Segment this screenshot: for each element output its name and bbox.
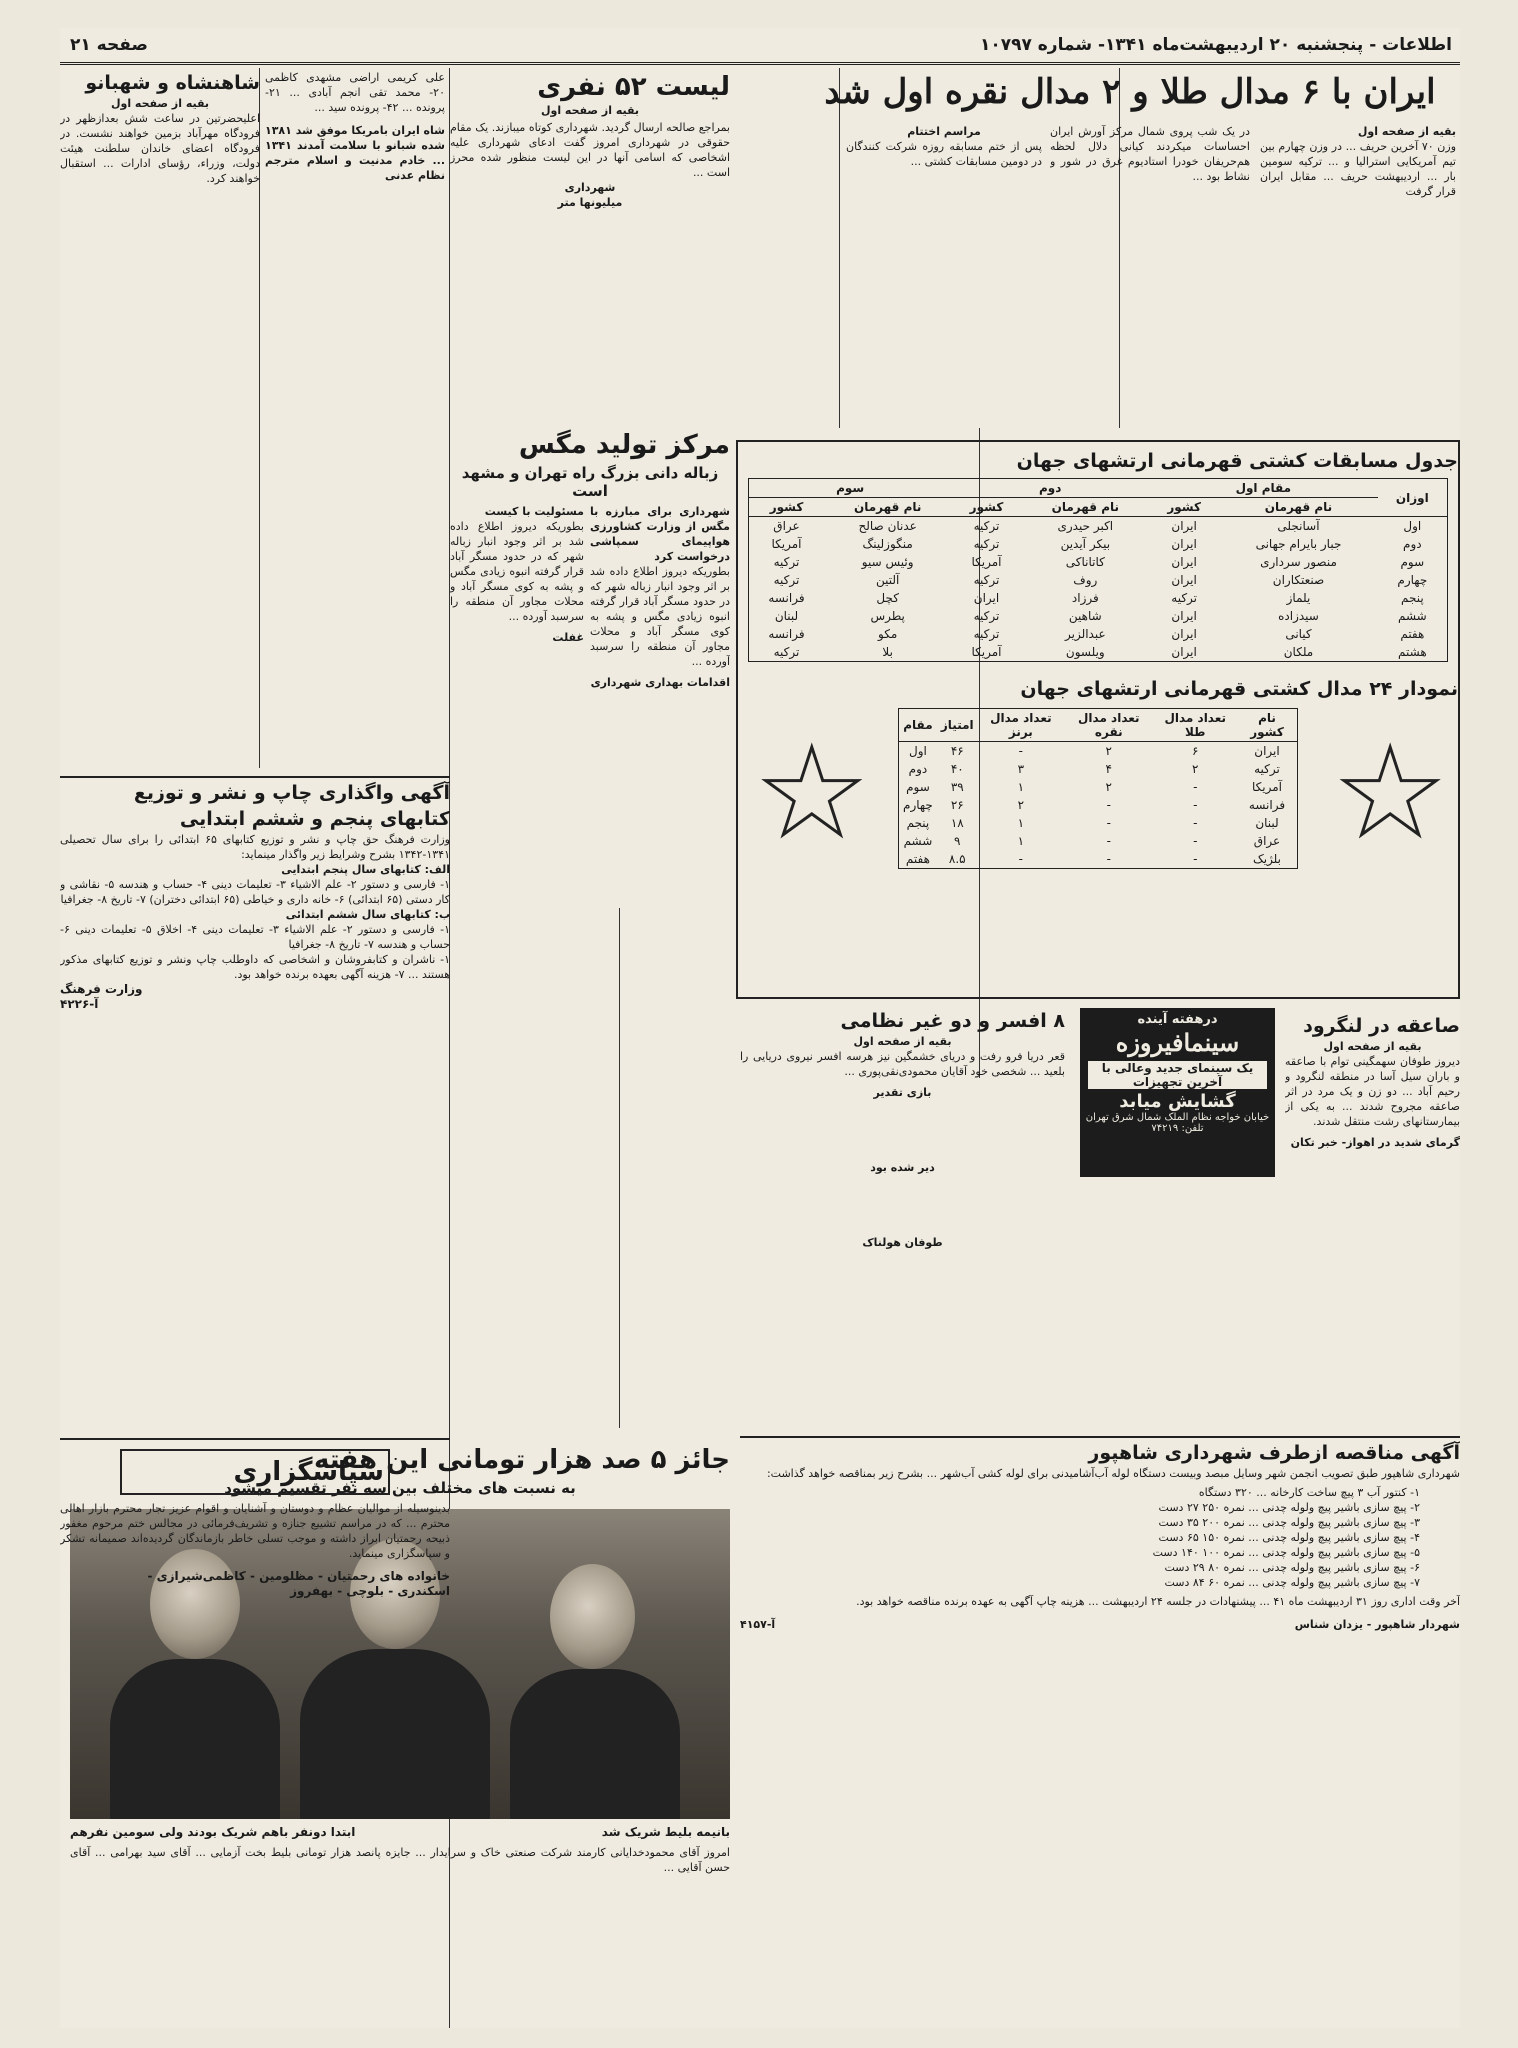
table2-row: ترکیه ۲ ۴ ۳ ۴۰ دوم — [908, 762, 1280, 776]
wrestling-body-left: مراسم اختتام پس از ختم مسابقه روزه شرکت کنندگان در دومین مسابقات کشتی ... — [846, 125, 1042, 168]
books-title: آگهی واگذاری چاپ و نشر و توزیع — [133, 782, 450, 804]
prize-article: جائز ۵ صد هزار تومانی این هفته به نسبت های مختلف بین سه نفر تقسیم میشود بانیمه بلیط شریک شد ابتدا دونفر باهم شریک بودند ولی سومین نفرهم امروز آقای محمودخدایانی کارمند شرکت صنعتی خاک و سرایدار ... جایزه پانصد هزار تومانی بلیط بخت آزمایی ... آقای سید بهرامی ... آقای حسن آقایی ... — [70, 1445, 730, 1874]
table1-title: جدول مسابقات کشتی قهرمانی ارتشهای جهان — [1016, 450, 1458, 472]
tender-article: آگهی مناقصه ازطرف شهرداری شاهپور شهرداری شاهپور طبق تصویب انجمن شهر وسایل مبصد وبیست دستگاه لوله آب‌آشامیدنی برای لوله کشی آب‌شهر ... بشرح زیر بمناقصه خواهد گذاشت: ۱- کنتور آب ۳ پیچ ساخت کارخانه ... ۳۲۰ دستگاه ۲- پیچ سازی باشیر پیچ ولوله چدنی ... نمره ۲۵۰ ۲۷ دست ۳- پیچ سازی باشیر پیچ ولوله چدنی ... نمره ۲۰۰ ۳۵ دست ۴- پیچ سازی باشیر پیچ ولوله چدنی ... نمره ۱۵۰ ۶۵ دست ۵- پیچ سازی باشیر پیچ ولوله چدنی ... نمره ۱۰۰ ۱۴۰ دست ۶- پیچ سازی باشیر پیچ ولوله چدنی ... نمره ۸۰ ۲۹ دست ۷- پیچ سازی باشیر پیچ ولوله چدنی ... نمره ۶۰ ۸۴ دست آخر وقت اداری روز ۳۱ اردیبهشت ماه ۴۱ ... پیشنهادات در جلسه ۲۴ اردیبهشت ... هزینه چاپ آگهی به عهده برنده مناقصه خواهد بود. شهردار شاهپور - یزدان شناس آ-۴۱۵۷ — [740, 1442, 1460, 1631]
page-header — [60, 28, 1460, 65]
table1-row: هفتم کیانی ایران عبدالزیر ترکیه مکو فرانسه — [768, 627, 1425, 641]
star-icon: ★ — [758, 724, 866, 863]
list52-article: لیست ۵۲ نفری بقیه از صفحه اول بمراجع صالحه ارسال گردید. شهرداری کوتاه میبازند. یک مقام حقوقی در شهرداری امروز گفت ادعای شهرداری علیه اشخاصی که اسامی آنها در این لیست منظور شده محرز است ... شهرداری میلیونها متر — [450, 72, 730, 209]
tender-item: ۵- پیچ سازی باشیر پیچ ولوله چدنی ... نمره ۱۰۰ ۱۴۰ دست — [1152, 1546, 1420, 1559]
wrestling-body-mid: در یک شب پروی شمال مرکز آورش ایران احساسات میکردند کیانی دلال لحظه هم‌حریفان خودرا استادیوم غرق در شور و نشاط بود ... — [1050, 125, 1250, 183]
tender-item: ۷- پیچ سازی باشیر پیچ ولوله چدنی ... نمره ۶۰ ۸۴ دست — [1164, 1576, 1420, 1589]
paper-info: اطلاعات - پنجشنبه ۲۰ اردیبهشت‌ماه ۱۳۴۱- شماره ۱۰۷۹۷ — [979, 35, 1452, 55]
officers-title: ۸ افسر و دو غیر نظامی — [840, 1010, 1065, 1032]
table2-row: ایران ۶ ۲ - ۴۶ اول — [909, 744, 1280, 758]
table1-row: اول آسانجلی ایران اکبر حیدری ترکیه عدنان صالح عراق — [773, 519, 1422, 533]
shah-article: شاهنشاه و شهبانو بقیه از صفحه اول اعلیحضرتین در ساعت شش بعدازظهر در فرودگاه مهرآباد بزمین خواهند نشست. در فرودگاه اعضای خاندان سلطنت هیئت دولت، وزراء، رؤسای ادارات ... استقبال خواهند کرد. — [60, 72, 260, 185]
tender-item: ۶- پیچ سازی باشیر پیچ ولوله چدنی ... نمره ۸۰ ۲۹ دست — [1164, 1561, 1420, 1574]
cinema-ad: درهفته آینده سینمافیروزه یک سینمای جدید وعالی با آخرین تجهیزات گشایش میابد خیابان خواجه نظام الملک شمال شرق تهران تلفن: ۷۴۲۱۹ — [1080, 1008, 1275, 1177]
table1: اوزان مقام اول دوم سوم نام قهرمان کشور نام قهرمان کشور نام قهرمان کشور اول آسانجلی ایران اکبر حیدری ترکیه عدنان صالح عراق دوم جبار بایرام جهانی ایران بیکر آیدین ترکیه منگوزلینگ آمریکا سوم منصور سرداری ایران کاتاناکی آمریکا وئیس سیو ترکیه چهارم صنعتکاران ایران روف ترکیه آلتین ترکیه پنجم یلماز ترکیه فرزاد ایران کچل فرانسه ششم سیدزاده ایران شاهین ترکیه پطرس لبنان هفتم کیانی ایران عبدالزیر ترکیه مکو فرانسه هشتم ملکان ایران ویلسون آمریکا بلا ترکیه — [748, 478, 1448, 662]
wrestling-headline: ایران با ۶ مدال طلا و ۲ مدال نقره اول شد — [824, 72, 1436, 112]
tender-item: ۲- پیچ سازی باشیر پیچ ولوله چدنی ... نمره ۲۵۰ ۲۷ دست — [1158, 1501, 1420, 1514]
tender-item: ۴- پیچ سازی باشیر پیچ ولوله چدنی ... نمره ۱۵۰ ۶۵ دست — [1158, 1531, 1420, 1544]
thanks-ad: سپاسگزاری بدینوسیله از موالیان عظام و دوستان و آشنایان و اقوام عزیز تجار محترم بازار اهالی محترم ... که در مراسم تشییع جنازه و تشریف‌فرمائی در مجالس ختم مرحوم مغفور ذبیحه رحمتیان ابراز داشته و موجب تسلی خاطر بازماندگان گردیده‌اند صمیمانه تشکر و سپاسگزاری مینماید. خانواده های رحمتیان - مظلومین - کاظمی‌شیرازی - اسکندری - بلوچی - بهفروز — [60, 1443, 450, 2018]
table2-row: عراق - - ۱ ۹ ششم — [903, 834, 1281, 848]
tender-item: ۳- پیچ سازی باشیر پیچ ولوله چدنی ... نمره ۲۰۰ ۳۵ دست — [1158, 1516, 1420, 1529]
wrestling-article — [800, 70, 1460, 114]
table1-row: پنجم یلماز ترکیه فرزاد ایران کچل فرانسه — [768, 591, 1424, 605]
shah-title: شاهنشاه و شهبانو — [85, 72, 260, 94]
table1-row: سوم منصور سرداری ایران کاتاناکی آمریکا وئیس سیو ترکیه — [773, 555, 1425, 569]
page-number: صفحه ۲۱ — [70, 35, 148, 55]
table2: نام کشور تعداد مدال طلا تعداد مدال نقره تعداد مدال برنز امتیاز مقام ایران ۶ ۲ - ۴۶ اول ترکیه ۲ ۴ ۳ ۴۰ دوم آمریکا - ۲ ۱ ۳۹ سوم فرانسه - - ۲ ۲۶ چهارم لبنان - - ۱ ۱۸ پنجم عراق - - ۱ ۹ ششم بلژیک - - - ۸.۵ هفتم — [898, 708, 1298, 869]
prize-title: جائز ۵ صد هزار تومانی این هفته — [313, 1445, 730, 1475]
fly-title: مرکز تولید مگس — [518, 430, 730, 460]
table1-row: هشتم ملکان ایران ویلسون آمریکا بلا ترکیه — [773, 645, 1427, 659]
table1-row: چهارم صنعتکاران ایران روف ترکیه آلتین ترکیه — [773, 573, 1428, 587]
table2-row: آمریکا - ۲ ۱ ۳۹ سوم — [906, 780, 1282, 794]
tender-title: آگهی مناقصه ازطرف شهرداری شاهپور — [1088, 1442, 1460, 1464]
lightning-title: صاعقه در لنگرود — [1303, 1015, 1460, 1037]
list52-title: لیست ۵۲ نفری — [537, 72, 730, 102]
table2-title: نمودار ۲۴ مدال کشتی قهرمانی ارتشهای جهان — [1020, 678, 1458, 700]
table2-row: بلژیک - - - ۸.۵ هفتم — [905, 852, 1281, 866]
tender-item: ۱- کنتور آب ۳ پیچ ساخت کارخانه ... ۳۲۰ دستگاه — [1198, 1486, 1420, 1499]
lightning-article: صاعقه در لنگرود بقیه از صفحه اول دیروز طوفان سهمگینی توام با صاعقه و باران سیل آسا در منطقه لنگرود و رحیم آباد ... دو زن و یک مرد در اثر صاعقه مجروح شدند ... به یکی از بیمارستانهای رشت منتقل شدند. گرمای شدید در اهواز- خبر تکان — [1285, 1015, 1460, 1149]
shah-list: علی کریمی اراضی مشهدی کاظمی ۲۰- محمد تقی انجم آبادی ... ۲۱- پرونده ... ۴۲- پرونده سید ... شاه ایران بامریکا موفق شد ۱۳۸۱ شده شبانو با سلامت آمدند ۱۳۴۱ ... خادم مدنیت و اسلام مترجم نظام عدنی — [265, 71, 445, 182]
newspaper-page — [60, 28, 1460, 2028]
table2-row: لبنان - - ۱ ۱۸ پنجم — [906, 816, 1279, 830]
wrestling-body-right: بقیه از صفحه اول وزن ۷۰ آخرین حریف ... در وزن چهارم بین تیم آمریکایی استرالیا و ... ترکیه سومین بار ... اردیبهشت حریف ... مقابل ایران قرار گرفت — [1260, 125, 1456, 198]
star-icon: ★ — [1336, 724, 1444, 863]
table1-row: ششم سیدزاده ایران شاهین ترکیه پطرس لبنان — [774, 609, 1427, 623]
officers-article: ۸ افسر و دو غیر نظامی بقیه از صفحه اول قعر دریا فرو رفت و دریای خشمگین نیز هرسه افسر نیروی دریایی را بلعید ... شخصی خود آقایان محمودی‌نقی‌پوری ... بازی تقدیر دیر شده بود طوفان هولناک — [740, 1010, 1065, 1249]
table1-row: دوم جبار بایرام جهانی ایران بیکر آیدین ترکیه منگوزلینگ آمریکا — [771, 537, 1422, 551]
books-ad: آگهی واگذاری چاپ و نشر و توزیع کتابهای پنجم و ششم ابتدایی وزارت فرهنگ حق چاپ و نشر و توزیع کتابهای ۶۵ ابتدائی را برای سال تحصیلی ۱۳۴۱-۱۳۴۲ بشرح وشرایط زیر واگذار مینماید: الف: کتابهای سال پنجم ابتدایی ۱- فارسی و دستور ۲- علم الاشیاء ۳- تعلیمات دینی ۴- حساب و هندسه ۵- نقاشی و کار دستی (۶۵ ابتدائی) ۶- خانه داری و خیاطی (۶۵ ابتدائی دختران) ۷- تاریخ ۸- جغرافیا ب: کتابهای سال ششم ابتدائی ۱- فارسی و دستور ۲- علم الاشیاء ۳- تعلیمات دینی ۴- اخلاق ۵- تعلیمات دینی ۶- حساب و هندسه ۷- تاریخ ۸- جغرافیا ۱- ناشران و کتابفروشان و اشخاصی که داوطلب چاپ ونشر و توزیع کتابهای مذکور هستند ... ۷- هزینه آگهی بعهده برنده خواهد بود. وزارت فرهنگ آ-۴۲۲۶ — [60, 782, 450, 1011]
tables-box — [736, 440, 1460, 999]
thanks-title: سپاسگزاری — [233, 1457, 384, 1487]
fly-article: مرکز تولید مگس زباله دانی بزرگ راه تهران و مشهد است شهرداری برای مبارزه با مگس از وزارت کشاورزی هواپیمای سمپاشی درخواست کرد بطوریکه دیروز اطلاع داده شد بر اثر وجود انبار زباله شهر که در حدود مسگر آباد قرار گرفته انبوه زیادی مگس و پشه به کوی مسگر آباد و محلات مجاور آن منطقه را سرسبد آورده ... اقدامات بهداری شهرداری مسئولیت با کیست بطوریکه دیروز اطلاع داده شد بر اثر وجود انبار زباله شهر که در حدود مسگر آباد قرار گرفته انبوه زیادی مگس و پشه به کوی مسگر آباد و محلات مجاور آن منطقه را سرسبد آورده ... غفلت — [450, 430, 730, 689]
table2-row: فرانسه - - ۲ ۲۶ چهارم — [903, 798, 1286, 812]
